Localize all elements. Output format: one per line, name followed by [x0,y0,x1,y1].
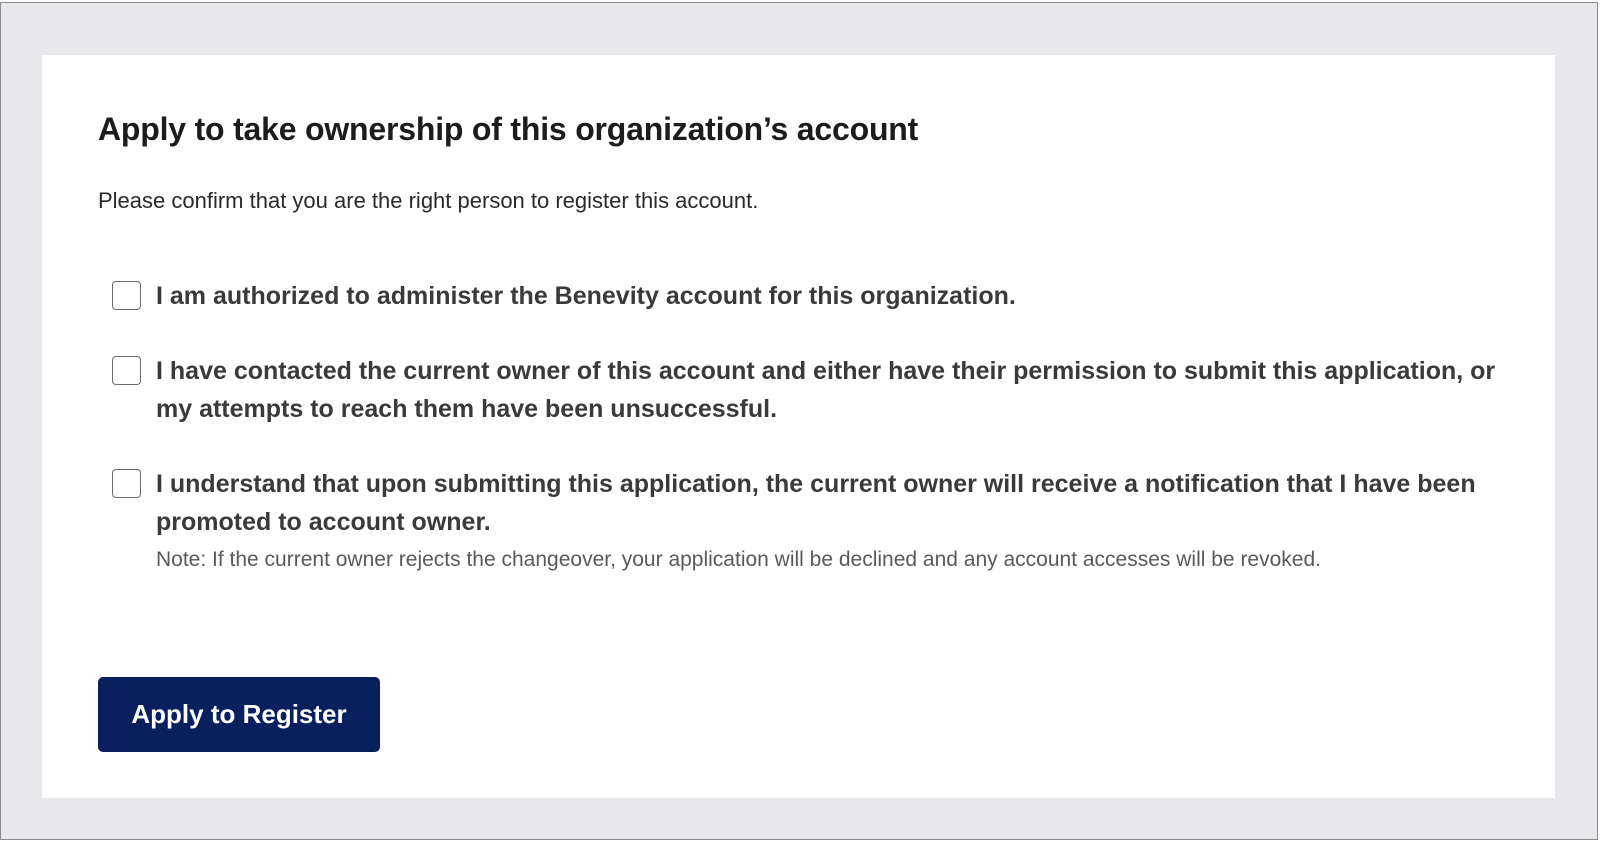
owner-notification-checkbox-text [156,465,1532,576]
ownership-application-card [42,55,1555,798]
changeover-note: Note: If the current owner rejects the changeover, your application will be declined and any account accesses will be revoked. [156,548,1321,571]
apply-to-register-button[interactable]: Apply to Register [98,677,380,752]
owner-notification-checkbox-label[interactable]: I understand that upon submitting this application, the current owner will receive a notification that I have been promoted to account owner. [156,470,1476,536]
authorization-checkbox-label[interactable]: I am authorized to administer the Benevity account for this organization. [156,282,1016,310]
page-subtitle: Please confirm that you are the right person to register this account. [98,188,759,213]
page-background [0,2,1598,840]
owner-contacted-checkbox[interactable] [112,356,141,385]
owner-notification-checkbox[interactable] [112,469,141,498]
authorization-checkbox-text [156,277,1532,315]
page-title: Apply to take ownership of this organization’s account [98,111,919,147]
owner-contacted-checkbox-row[interactable] [112,352,1532,428]
authorization-checkbox[interactable] [112,281,141,310]
owner-contacted-checkbox-text [156,352,1532,428]
authorization-checkbox-row[interactable] [112,277,1532,315]
owner-notification-checkbox-row[interactable] [112,465,1532,576]
owner-contacted-checkbox-label[interactable]: I have contacted the current owner of this account and either have their permission to submit this application, or my attempts to reach them have been unsuccessful. [156,357,1496,423]
